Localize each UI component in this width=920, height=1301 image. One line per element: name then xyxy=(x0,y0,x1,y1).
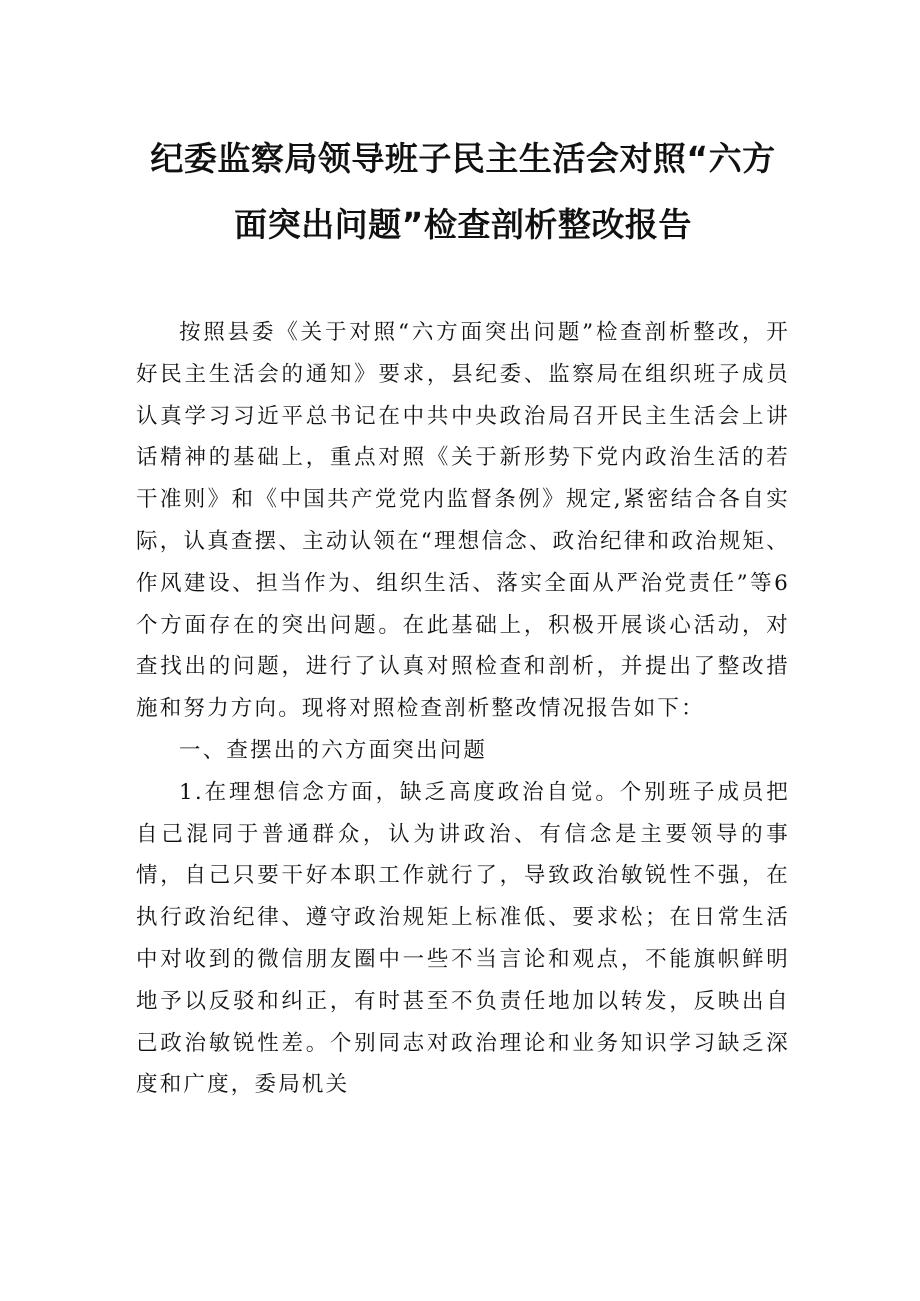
document-body xyxy=(136,312,790,1106)
title-line-1: 纪委监察局领导班子民主生活会对照“六方 xyxy=(150,139,776,178)
section-heading: 一、查摆出的六方面突出问题 xyxy=(179,737,488,763)
paragraph-item-1: 1.在理想信念方面，缺乏高度政治自觉。个别班子成员把自己混同于普通群众，认为讲政治、有信念是主要领导的事情，自己只要干好本职工作就行了，导致政治敏锐性不强，在执行政治纪律、遵守政治规矩上标准低、要求松；在日常生活中对收到的微信朋友圈中一些不当言论和观点，不能旗帜鲜明地予以反驳和纠正，有时甚至不负责任地加以转发，反映出自己政治敏锐性差。个别同志对政治理论和业务知识学习缺乏深度和广度，委局机关 xyxy=(136,779,790,1098)
title-line-2: 面突出问题”检查剖析整改报告 xyxy=(234,205,692,244)
paragraph-intro: 按照县委《关于对照“六方面突出问题”检查剖析整改，开好民主生活会的通知》要求，县纪委、监察局在组织班子成员认真学习习近平总书记在中共中央政治局召开民主生活会上讲话精神的基础上，重点对照《关于新形势下党内政治生活的若干准则》和《中国共产党党内监督条例》规定,紧密结合各自实际，认真查摆、主动认领在“理想信念、政治纪律和政治规矩、作风建设、担当作为、组织生活、落实全面从严治党责任”等6个方面存在的突出问题。在此基础上，积极开展谈心活动，对查找出的问题，进行了认真对照检查和剖析，并提出了整改措施和努力方向。现将对照检查剖析整改情况报告如下： xyxy=(136,320,790,722)
document-title xyxy=(126,126,800,258)
